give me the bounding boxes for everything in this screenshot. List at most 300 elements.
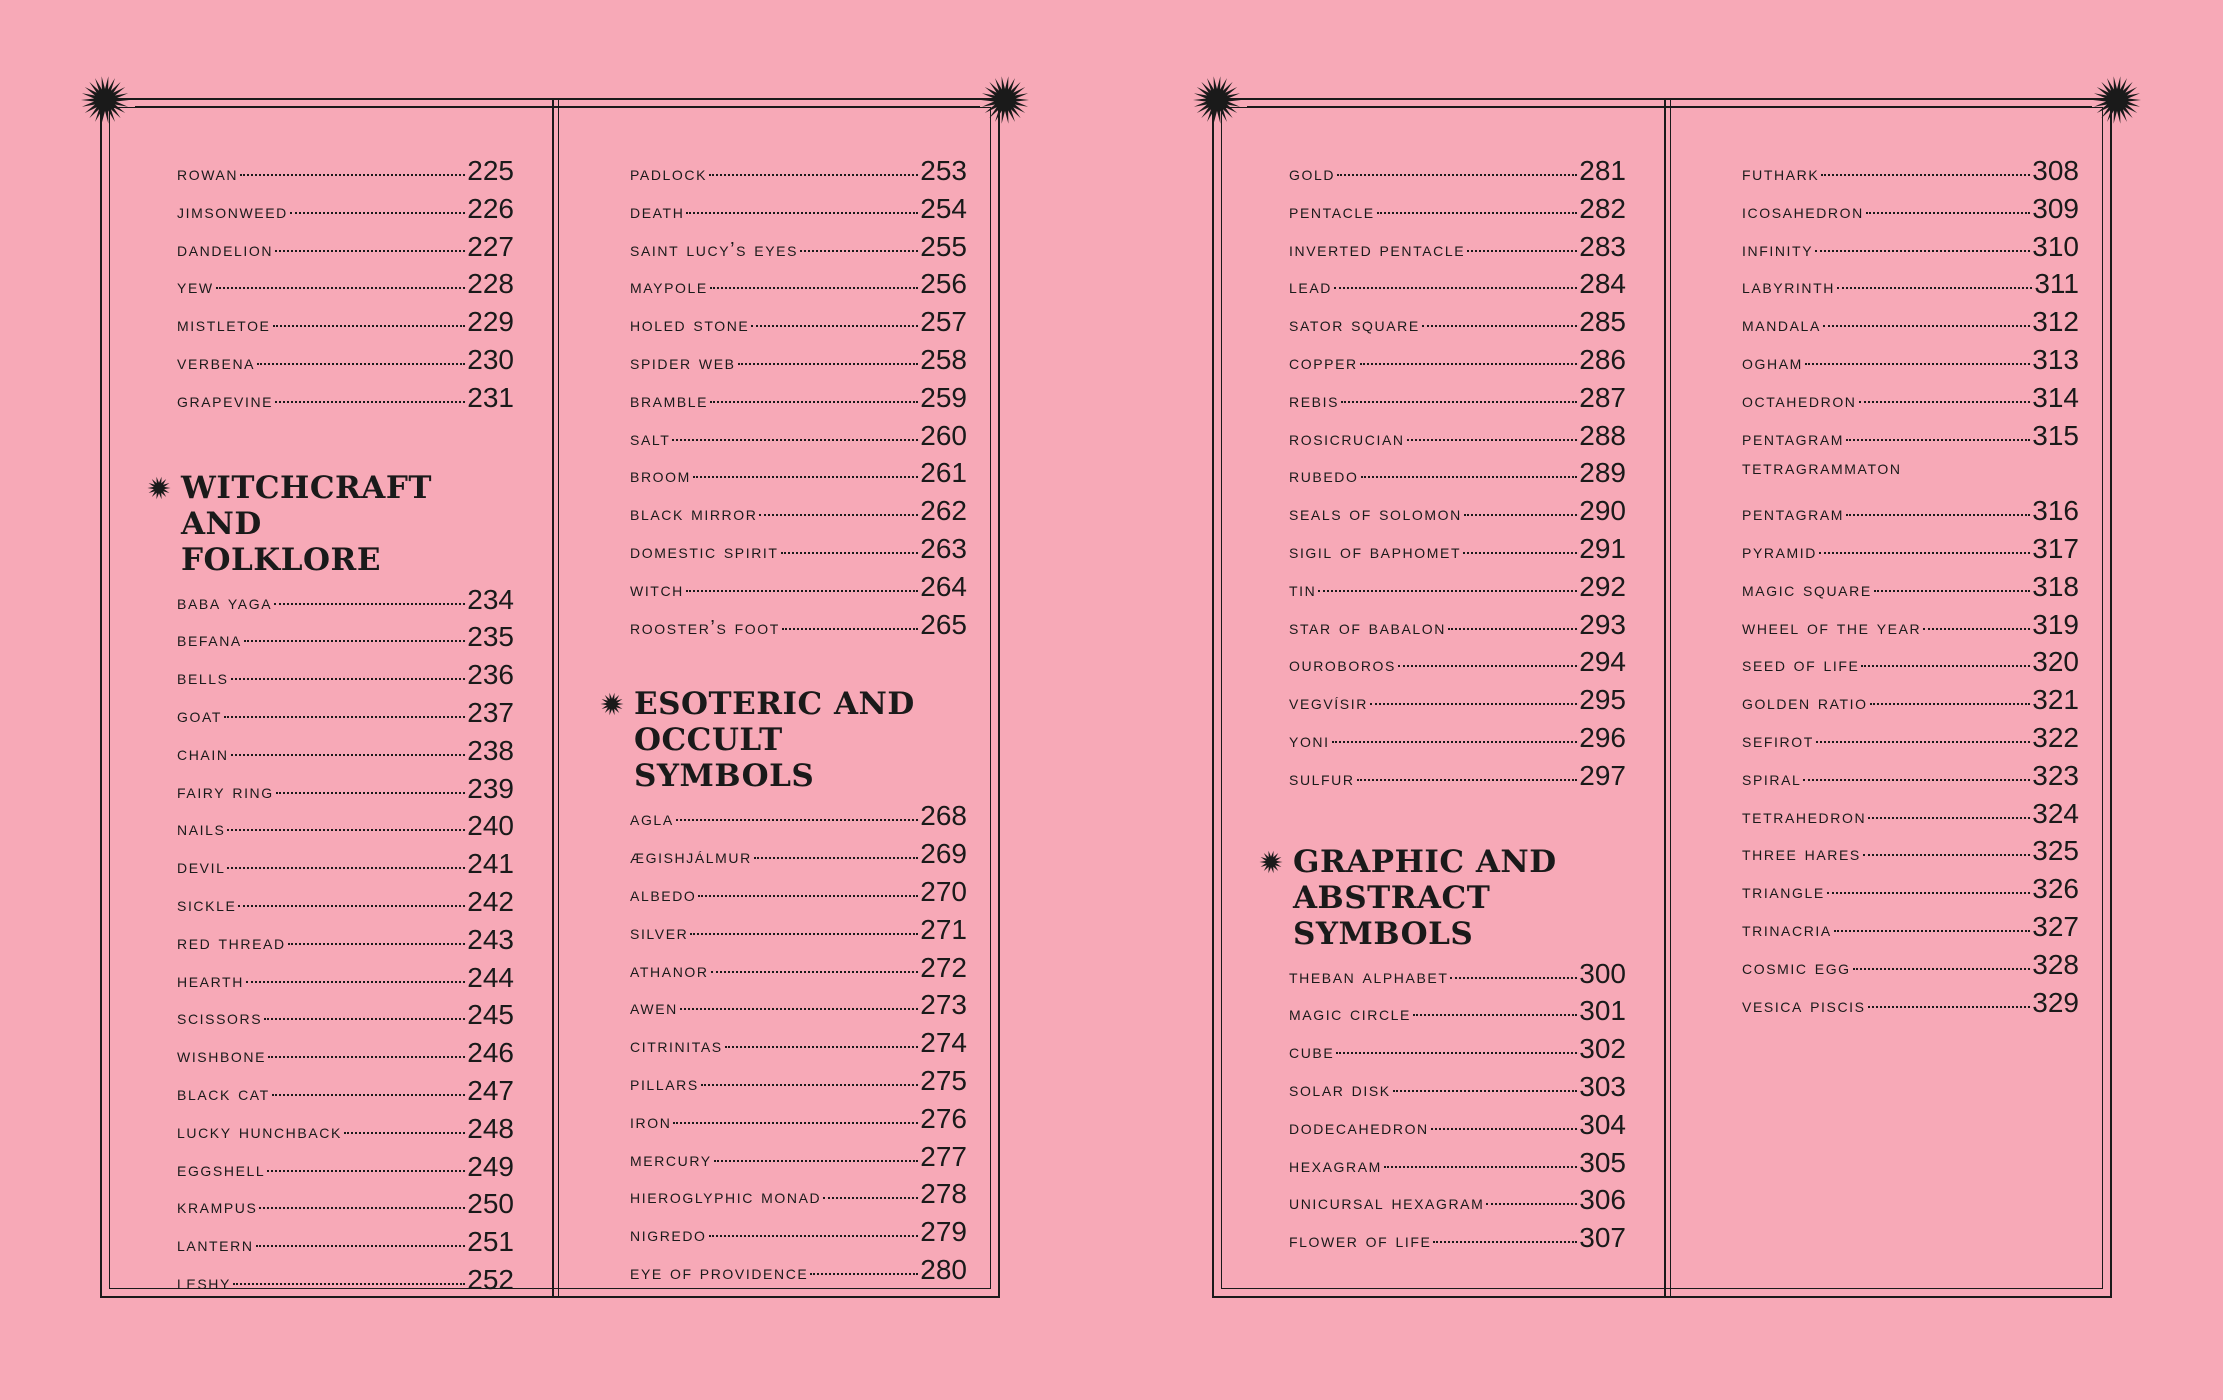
dot-leader [1393, 1090, 1578, 1092]
toc-entry [630, 1216, 967, 1254]
dot-leader [244, 640, 465, 642]
page-number: 257 [920, 306, 967, 338]
page-number: 312 [2032, 306, 2079, 338]
entry-name: leshy [177, 1271, 231, 1294]
entry-list [177, 155, 514, 420]
entry-name: pentacle [1289, 200, 1375, 223]
page-number: 239 [467, 772, 514, 804]
page-number: 250 [467, 1188, 514, 1220]
dot-leader [1861, 665, 2030, 667]
toc-entry [1289, 495, 1626, 533]
dot-leader [227, 867, 465, 869]
toc-entry [630, 193, 967, 231]
entry-name: spiral [1742, 767, 1802, 790]
dot-leader [1863, 854, 2030, 856]
toc-entry [1742, 911, 2079, 949]
dot-leader [1318, 590, 1577, 592]
entry-name: rooster’s foot [630, 616, 780, 639]
toc-entry [1742, 457, 2079, 495]
toc-entry [630, 344, 967, 382]
toc-entry [177, 268, 514, 306]
entry-list [1289, 958, 1626, 1260]
dot-leader [810, 1273, 918, 1275]
page-number: 265 [920, 608, 967, 640]
page-number: 277 [920, 1140, 967, 1172]
toc-entry [1742, 306, 2079, 344]
page-number: 271 [920, 913, 967, 945]
toc-entry [177, 659, 514, 697]
left-page [80, 0, 1000, 1400]
entry-name: infinity [1742, 238, 1814, 261]
dot-leader [759, 514, 918, 516]
dot-leader [1463, 552, 1577, 554]
entry-name: rosicrucian [1289, 427, 1405, 450]
entry-name: agla [630, 808, 674, 831]
toc-entry [1289, 306, 1626, 344]
page-number: 310 [2032, 230, 2079, 262]
entry-name: seals of solomon [1289, 503, 1462, 526]
toc-entry [630, 420, 967, 458]
dot-leader [709, 174, 918, 176]
page-number: 326 [2032, 873, 2079, 905]
page-number: 227 [467, 230, 514, 262]
dot-leader [725, 1046, 919, 1048]
dot-leader [267, 1170, 465, 1172]
entry-name: copper [1289, 351, 1358, 374]
page-number: 314 [2032, 381, 2079, 413]
page-number: 259 [920, 381, 967, 413]
dot-leader [216, 287, 466, 289]
toc-entry [1289, 958, 1626, 996]
dot-leader [701, 1084, 918, 1086]
dot-leader [1433, 1241, 1577, 1243]
page-number: 318 [2032, 570, 2079, 602]
toc-entry [177, 155, 514, 193]
page-number: 235 [467, 621, 514, 653]
page-number: 237 [467, 696, 514, 728]
page-number: 274 [920, 1027, 967, 1059]
dot-leader [693, 476, 918, 478]
heading-line: SYMBOLS [1293, 915, 1474, 952]
entry-name: unicursal hexagram [1289, 1192, 1485, 1215]
toc-entry [1289, 609, 1626, 647]
dot-leader [1413, 1014, 1577, 1016]
dot-leader [1834, 930, 2030, 932]
toc-entry [1742, 268, 2079, 306]
entry-name: iron [630, 1110, 672, 1133]
toc-entry [1289, 684, 1626, 722]
dot-leader [1467, 250, 1577, 252]
toc-entry [1289, 1147, 1626, 1185]
page-number: 286 [1579, 343, 1626, 375]
starburst-icon [1259, 850, 1283, 874]
entry-name: maypole [630, 276, 708, 299]
entry-name: nigredo [630, 1224, 707, 1247]
entry-name: saint lucy’s eyes [630, 238, 799, 261]
page-number: 256 [920, 268, 967, 300]
page-number: 302 [1579, 1033, 1626, 1065]
dot-leader [782, 628, 918, 630]
page-number: 244 [467, 961, 514, 993]
dot-leader [1815, 250, 2030, 252]
entry-name: bells [177, 667, 229, 690]
toc-column [630, 155, 967, 1292]
toc-entry [630, 533, 967, 571]
toc-entry [177, 193, 514, 231]
entry-name: albedo [630, 883, 697, 906]
dot-leader [227, 829, 465, 831]
toc-entry [630, 155, 967, 193]
entry-name: witch [630, 578, 684, 601]
entry-name: ægishjálmur [630, 846, 752, 869]
page-number: 322 [2032, 721, 2079, 753]
toc-entry [177, 382, 514, 420]
entry-name: grapevine [177, 389, 274, 412]
toc-entry [177, 810, 514, 848]
entry-name: spider web [630, 351, 736, 374]
page-number: 280 [920, 1253, 967, 1285]
dot-leader [233, 1283, 465, 1285]
page-number: 327 [2032, 910, 2079, 942]
starburst-icon [1192, 75, 1242, 125]
entry-name: ogham [1742, 351, 1803, 374]
dot-leader [686, 212, 918, 214]
page-number: 284 [1579, 268, 1626, 300]
entry-name: hexagram [1289, 1154, 1382, 1177]
page-number: 308 [2032, 155, 2079, 186]
page-number: 295 [1579, 684, 1626, 716]
toc-entry [630, 268, 967, 306]
entry-name: verbena [177, 351, 256, 374]
dot-leader [1827, 892, 2030, 894]
dot-leader [1821, 174, 2030, 176]
page-number: 240 [467, 810, 514, 842]
page-number: 234 [467, 583, 514, 615]
dot-leader [276, 792, 466, 794]
page-number: 315 [2032, 419, 2079, 451]
page-number: 236 [467, 659, 514, 691]
entry-name: sefirot [1742, 729, 1814, 752]
dot-leader [1370, 703, 1577, 705]
toc-entry [1289, 1222, 1626, 1260]
toc-entry [177, 999, 514, 1037]
toc-entry [177, 1113, 514, 1151]
page-number: 323 [2032, 759, 2079, 791]
page-number: 290 [1579, 495, 1626, 527]
starburst-icon [80, 75, 130, 125]
entry-name: padlock [630, 163, 708, 185]
entry-name: salt [630, 427, 671, 450]
entry-name: cube [1289, 1041, 1335, 1064]
page-number: 328 [2032, 948, 2079, 980]
toc-entry [177, 1264, 514, 1302]
page-number: 307 [1579, 1222, 1626, 1254]
page-number: 311 [2034, 268, 2079, 300]
right-page [1192, 0, 2112, 1400]
dot-leader [273, 325, 466, 327]
page-number: 247 [467, 1074, 514, 1106]
toc-entry [630, 1027, 967, 1065]
toc-entry [1742, 344, 2079, 382]
toc-entry [177, 1226, 514, 1264]
page-number: 262 [920, 495, 967, 527]
entry-name: domestic spirit [630, 540, 779, 563]
page-number: 253 [920, 155, 967, 186]
toc-entry [1742, 987, 2079, 1025]
toc-entry [177, 1188, 514, 1226]
toc-entry [177, 306, 514, 344]
entry-name: sator square [1289, 314, 1420, 337]
toc-entry [1289, 1071, 1626, 1109]
entry-list [630, 800, 967, 1291]
toc-entry [1742, 873, 2079, 911]
dot-leader [257, 363, 465, 365]
entry-name: black cat [177, 1082, 270, 1105]
page-number: 226 [467, 192, 514, 224]
entry-name: inverted pentacle [1289, 238, 1466, 261]
toc-entry [1289, 344, 1626, 382]
entry-list [177, 584, 514, 1302]
section-heading-esoteric [634, 686, 967, 794]
entry-name: hieroglyphic monad [630, 1186, 822, 1209]
toc-entry [1289, 382, 1626, 420]
page-number: 270 [920, 875, 967, 907]
page-number: 292 [1579, 570, 1626, 602]
entry-name: gold [1289, 163, 1336, 185]
entry-name: pentagram [1742, 427, 1845, 450]
entry-name: mandala [1742, 314, 1821, 337]
page-number: 283 [1579, 230, 1626, 262]
toc-entry [630, 1103, 967, 1141]
entry-name: trinacria [1742, 918, 1832, 941]
entry-name: labyrinth [1742, 276, 1835, 299]
dot-leader [256, 1245, 466, 1247]
toc-entry [1289, 722, 1626, 760]
entry-name: flower of life [1289, 1230, 1432, 1253]
page-number: 281 [1579, 155, 1626, 186]
dot-leader [686, 590, 918, 592]
toc-entry [630, 952, 967, 990]
toc-entry [1289, 1033, 1626, 1071]
page-number: 268 [920, 800, 967, 832]
toc-entry [177, 848, 514, 886]
dot-leader [344, 1132, 465, 1134]
dot-leader [224, 716, 465, 718]
entry-name: tetrahedron [1742, 805, 1867, 828]
entry-name: wishbone [177, 1045, 267, 1068]
column-divider [552, 98, 559, 1298]
entry-list [1289, 155, 1626, 798]
page-number: 316 [2032, 495, 2079, 527]
entry-name: vesica piscis [1742, 994, 1866, 1017]
page-number: 279 [920, 1216, 967, 1248]
toc-entry [177, 344, 514, 382]
dot-leader [738, 363, 919, 365]
entry-name: eye of providence [630, 1261, 809, 1284]
toc-entry [1289, 995, 1626, 1033]
toc-entry [630, 800, 967, 838]
toc-entry [630, 1141, 967, 1179]
toc-entry [1289, 193, 1626, 231]
dot-leader [680, 1008, 918, 1010]
dot-leader [1398, 665, 1577, 667]
toc-entry [630, 306, 967, 344]
dot-leader [1431, 1128, 1578, 1130]
entry-name: silver [630, 921, 689, 944]
toc-entry [1742, 533, 2079, 571]
dot-leader [710, 287, 918, 289]
heading-line: GRAPHIC AND [1293, 843, 1557, 880]
page-number: 294 [1579, 646, 1626, 678]
toc-entry [630, 1065, 967, 1103]
entry-name: golden ratio [1742, 692, 1868, 715]
dot-leader [1341, 401, 1577, 403]
page-number: 261 [920, 457, 967, 489]
page-number: 289 [1579, 457, 1626, 489]
toc-entry [630, 457, 967, 495]
toc-entry [1742, 231, 2079, 269]
page-number: 231 [467, 381, 514, 413]
dot-leader [714, 1160, 919, 1162]
dot-leader [751, 325, 918, 327]
dot-leader [711, 971, 919, 973]
page-number: 276 [920, 1102, 967, 1134]
page-number: 264 [920, 570, 967, 602]
dot-leader [231, 678, 466, 680]
dot-leader [1868, 1006, 2031, 1008]
entry-name: triangle [1742, 881, 1825, 904]
entry-name: tin [1289, 578, 1317, 601]
entry-name: wheel of the year [1742, 616, 1922, 639]
toc-entry [1742, 495, 2079, 533]
toc-entry [630, 495, 967, 533]
page-number: 245 [467, 999, 514, 1031]
entry-name: ouroboros [1289, 654, 1396, 677]
page-number: 249 [467, 1150, 514, 1182]
entry-name: black mirror [630, 503, 758, 526]
page-number: 287 [1579, 381, 1626, 413]
entry-name: goat [177, 704, 223, 727]
toc-entry [177, 924, 514, 962]
toc-entry [630, 382, 967, 420]
dot-leader [272, 1094, 465, 1096]
page-number: 309 [2032, 192, 2079, 224]
toc-entry [1742, 155, 2079, 193]
entry-name: eggshell [177, 1158, 266, 1181]
page-number: 282 [1579, 192, 1626, 224]
entry-name: baba yaga [177, 591, 273, 614]
entry-name: krampus [177, 1196, 258, 1219]
entry-name: scissors [177, 1007, 263, 1030]
page-number: 313 [2032, 343, 2079, 375]
entry-name: rubedo [1289, 465, 1359, 488]
entry-name: bramble [630, 389, 709, 412]
dot-leader [1464, 514, 1577, 516]
dot-leader [1816, 741, 2030, 743]
starburst-icon [2092, 75, 2142, 125]
entry-name: vegvísir [1289, 692, 1368, 715]
page-number: 319 [2032, 608, 2079, 640]
dot-leader [231, 754, 466, 756]
dot-leader [1874, 590, 2031, 592]
dot-leader [1923, 628, 2030, 630]
dot-leader [1377, 212, 1578, 214]
toc-entry [177, 886, 514, 924]
page-number: 246 [467, 1037, 514, 1069]
dot-leader [709, 1235, 919, 1237]
page-number: 288 [1579, 419, 1626, 451]
toc-entry [630, 989, 967, 1027]
starburst-icon [980, 75, 1030, 125]
entry-name: rebis [1289, 389, 1340, 412]
page-number: 306 [1579, 1184, 1626, 1216]
entry-name: nails [177, 818, 226, 841]
page-number: 229 [467, 306, 514, 338]
entry-name: mercury [630, 1148, 712, 1171]
page-number: 303 [1579, 1070, 1626, 1102]
section-heading-witchcraft [181, 470, 514, 578]
toc-entry [1289, 1184, 1626, 1222]
page-number: 300 [1579, 957, 1626, 989]
toc-entry [630, 1254, 967, 1292]
dot-leader [290, 212, 465, 214]
toc-entry [630, 914, 967, 952]
dot-leader [672, 439, 918, 441]
dot-leader [676, 819, 919, 821]
toc-entry [630, 571, 967, 609]
toc-column [177, 155, 514, 1302]
entry-name: icosahedron [1742, 200, 1864, 223]
entry-name: red thread [177, 931, 286, 954]
page-number: 254 [920, 192, 967, 224]
dot-leader [275, 401, 465, 403]
toc-entry [1742, 609, 2079, 647]
entry-name: star of babalon [1289, 616, 1446, 639]
dot-leader [238, 905, 465, 907]
entry-name: pentagram [1742, 503, 1845, 526]
dot-leader [275, 250, 465, 252]
toc-entry [1289, 760, 1626, 798]
entry-name: befana [177, 629, 242, 652]
toc-entry [177, 1151, 514, 1189]
dot-leader [1870, 703, 2031, 705]
toc-entry [177, 621, 514, 659]
toc-entry [1742, 722, 2079, 760]
section-heading-graphic [1293, 844, 1626, 952]
entry-name: seed of life [1742, 654, 1860, 677]
entry-name: jimsonweed [177, 200, 288, 223]
toc-entry [1289, 1109, 1626, 1147]
dot-leader [264, 1018, 465, 1020]
entry-name: pyramid [1742, 540, 1817, 563]
toc-entry [1289, 155, 1626, 193]
toc-entry [1742, 798, 2079, 836]
dot-leader [1823, 325, 2030, 327]
entry-name: mistletoe [177, 314, 271, 337]
page-number: 297 [1579, 759, 1626, 791]
page-number: 255 [920, 230, 967, 262]
toc-entry [177, 1037, 514, 1075]
toc-entry [630, 231, 967, 269]
toc-entry [630, 876, 967, 914]
entry-name: pillars [630, 1072, 699, 1095]
entry-name: cosmic egg [1742, 956, 1851, 979]
heading-line: FOLKLORE [181, 541, 381, 578]
dot-leader [1361, 476, 1578, 478]
entry-name: chain [177, 742, 229, 765]
dot-leader [781, 552, 919, 554]
dot-leader [1336, 1052, 1577, 1054]
